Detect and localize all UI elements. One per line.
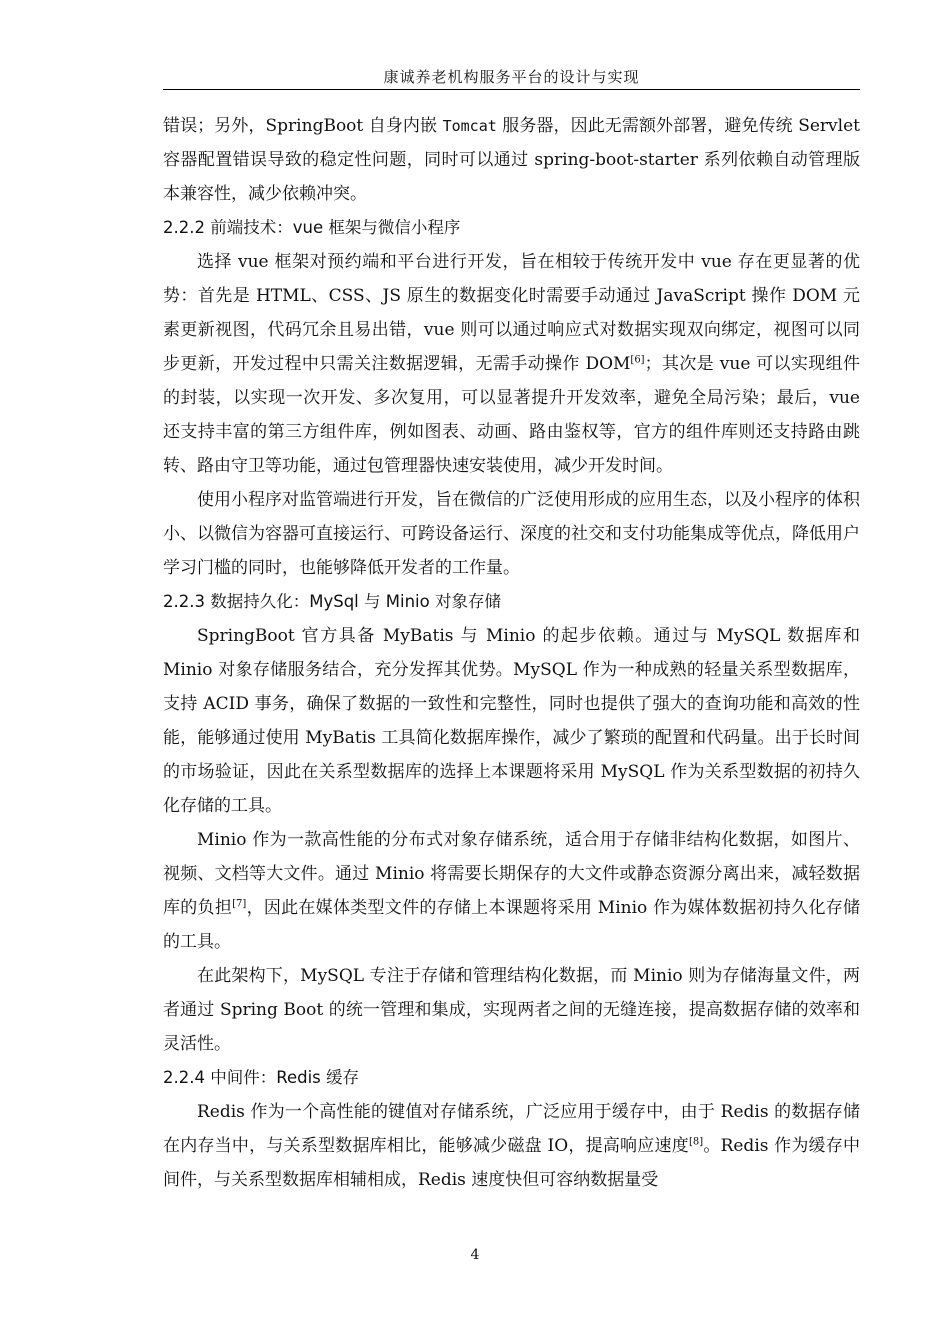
paragraph-mysql: SpringBoot 官方具备 MyBatis 与 Minio 的起步依赖。通过与 MySQL 数据库和 Minio 对象存储服务结合，充分发挥其优势。MySQL 作为一种成熟的轻量关系型数据库，支持 ACID 事务，确保了数据的一致性和完整性，同时也提供了强大的查询功能和高效的性能，能够通过使用 MyBatis 工具简化数据库操作，减少了繁琐的配置和代码量。出于长时间的市场验证，因此在关系型数据库的选择上本课题将采用 MySQL 作为关系型数据的初持久化存储的工具。 [163, 626, 860, 816]
running-header: 康诚养老机构服务平台的设计与实现 [383, 68, 640, 86]
section-heading-2-2-2: 2.2.2 前端技术：vue 框架与微信小程序 [163, 218, 461, 237]
header-rule [163, 89, 860, 90]
tomcat-code: Tomcat [442, 117, 497, 135]
paragraph-vue: 选择 vue 框架对预约端和平台进行开发，旨在相较于传统开发中 vue 存在更显著的优势：首先是 HTML、CSS、JS 原生的数据变化时需要手动通过 JavaScript 操作 DOM 元素更新视图，代码冗余且易出错，vue 则可以通过响应式对数据实现双向绑定，视图可以同步更新，开发过程中只需关注数据逻辑，无需手动操作 DOM[6]；其次是 vue 可以实现组件的封装，以实现一次开发、多次复用，可以显著提升开发效率，避免全局污染；最后，vue 还支持丰富的第三方组件库，例如图表、动画、路由鉴权等，官方的组件库则还支持路由跳转、路由守卫等功能，通过包管理器快速安装使用，减少开发时间。 [163, 252, 860, 476]
page-number: 4 [470, 1247, 480, 1263]
continuation-paragraph: 错误；另外，SpringBoot 自身内嵌 Tomcat 服务器，因此无需额外部署，避免传统 Servlet 容器配置错误导致的稳定性问题，同时可以通过 spring-boot-starter 系列依赖自动管理版本兼容性，减少依赖冲突。 [163, 116, 860, 204]
paragraph-minio: Minio 作为一款高性能的分布式对象存储系统，适合用于存储非结构化数据，如图片、视频、文档等大文件。通过 Minio 将需要长期保存的大文件或静态资源分离出来，减轻数据库的负担[7]，因此在媒体类型文件的存储上本课题将采用 Minio 作为媒体数据初持久化存储的工具。 [163, 830, 861, 952]
section-heading-2-2-3: 2.2.3 数据持久化：MySql 与 Minio 对象存储 [163, 592, 501, 611]
paragraph-architecture: 在此架构下，MySQL 专注于存储和管理结构化数据，而 Minio 则为存储海量文件，两者通过 Spring Boot 的统一管理和集成，实现两者之间的无缝连接，提高数据存储的效率和灵活性。 [163, 966, 860, 1054]
citation-6: [6] [630, 354, 645, 366]
section-heading-2-2-4: 2.2.4 中间件：Redis 缓存 [163, 1068, 360, 1087]
citation-8: [8] [688, 1136, 704, 1148]
paragraph-redis: Redis 作为一个高性能的键值对存储系统，广泛应用于缓存中，由于 Redis 的数据存储在内存当中，与关系型数据库相比，能够减少磁盘 IO，提高响应速度[8]。Redis 作为缓存中间件，与关系型数据库相辅相成，Redis 速度快但可容纳数据量受 [163, 1102, 860, 1190]
body-content [163, 109, 860, 1197]
paragraph-miniprogram: 使用小程序对监管端进行开发，旨在微信的广泛使用形成的应用生态，以及小程序的体积小、以微信为容器可直接运行、可跨设备运行、深度的社交和支付功能集成等优点，降低用户学习门槛的同时，也能够降低开发者的工作量。 [163, 490, 860, 578]
citation-7: [7] [232, 898, 247, 910]
